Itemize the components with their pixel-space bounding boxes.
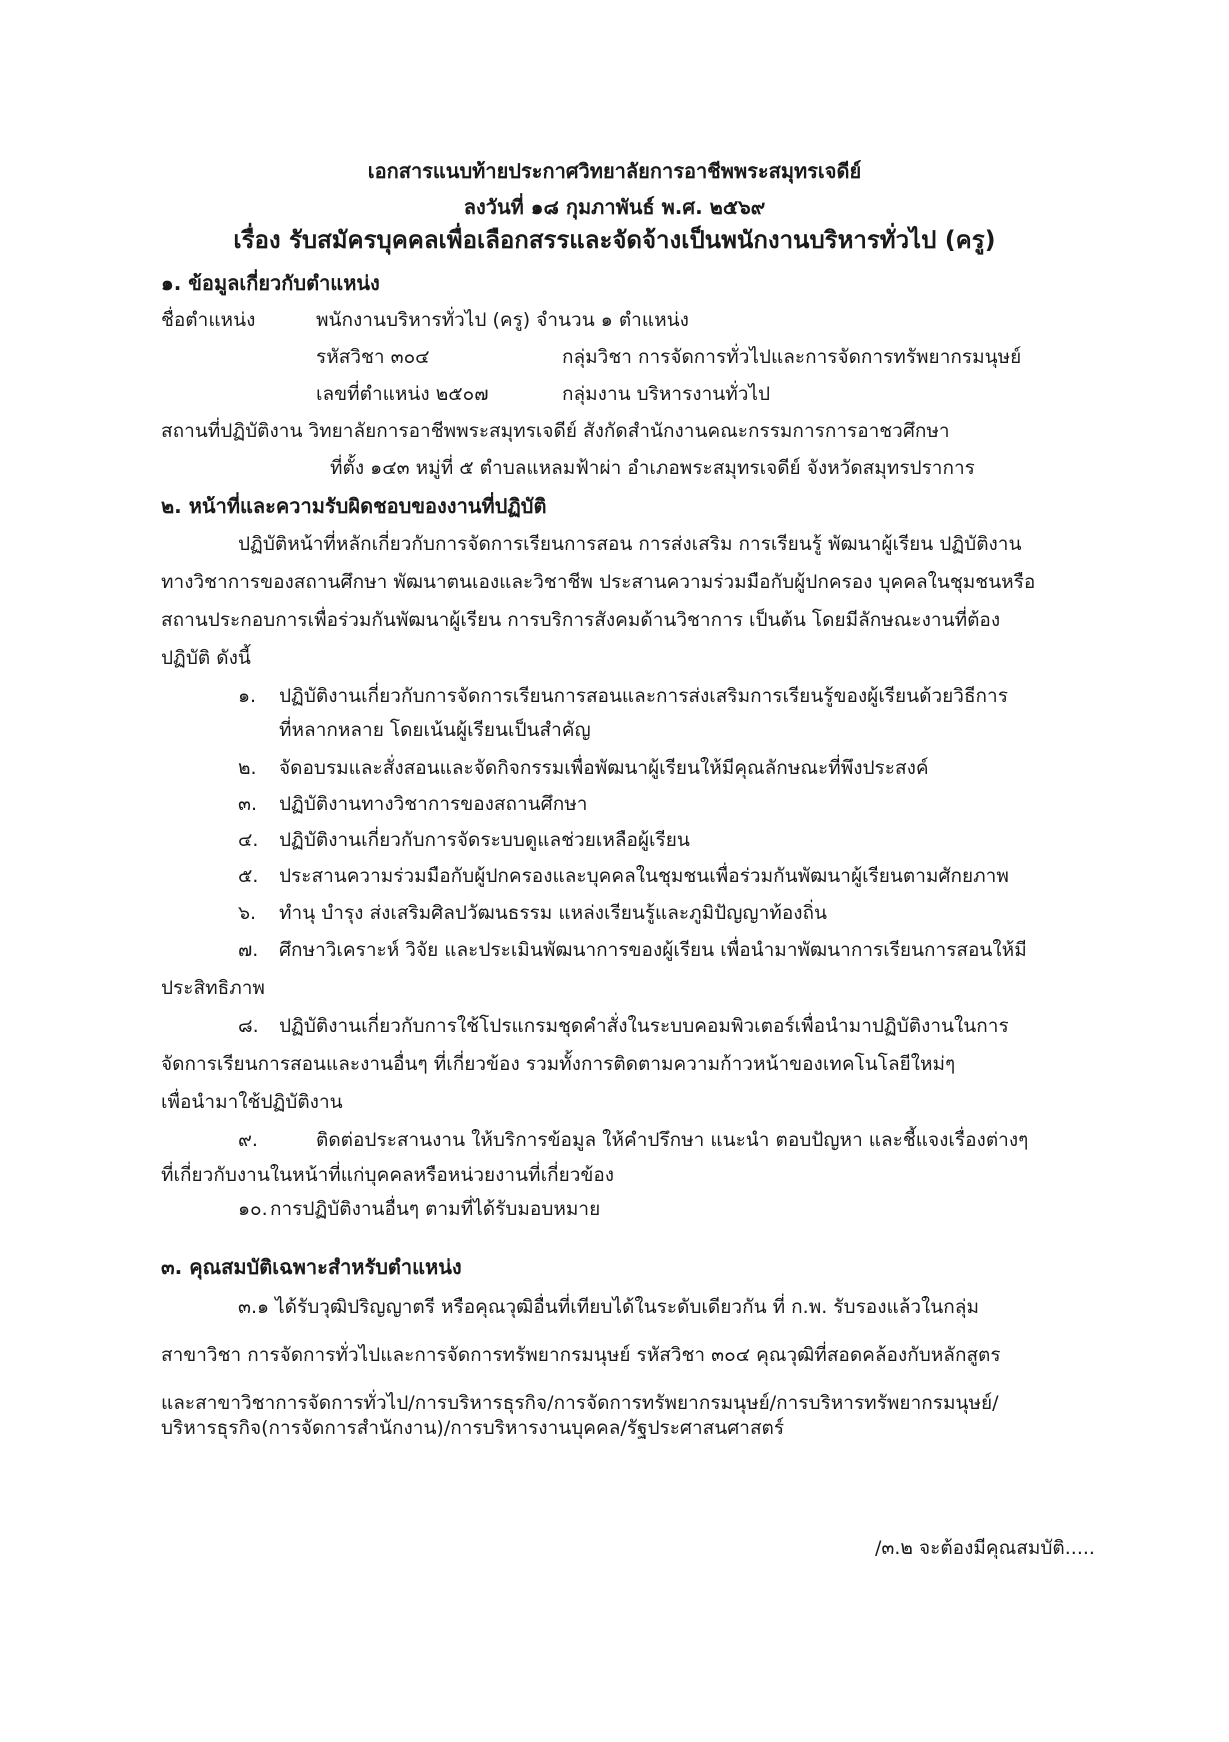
workplace: สถานที่ปฏิบัติงาน วิทยาลัยการอาชีพพระสมุทรเจดีย์ สังกัดสำนักงานคณะกรรมการการอาชวศึกษา [161,420,950,442]
work-group: กลุ่มงาน บริหารงานทั่วไป [562,383,771,405]
subject-group: กลุ่มวิชา การจัดการทั่วไปและการจัดการทรัพยากรมนุษย์ [562,346,1022,368]
item-text: ปฏิบัติงานเกี่ยวกับการจัดการเรียนการสอนและการส่งเสริมการเรียนรู้ของผู้เรียนด้วยวิธีการ [279,685,1008,707]
item-text: ประสานความร่วมมือกับผู้ปกครองและบุคคลในชุมชนเพื่อร่วมกันพัฒนาผู้เรียนตามศักยภาพ [279,865,1009,887]
item-text: ปฏิบัติงานทางวิชาการของสถานศึกษา [279,793,588,815]
qualification-line-4: บริหารธุรกิจ(การจัดการสำนักงาน)/การบริหารงานบุคคล/รัฐประศาสนศาสตร์ [161,1417,785,1439]
item-text: ประสิทธิภาพ [161,977,265,999]
item-text: ศึกษาวิเคราะห์ วิจัย และประเมินพัฒนาการของผู้เรียน เพื่อนำมาพัฒนาการเรียนการสอนให้มี [279,939,1027,961]
subject-code: รหัสวิชา ๓๐๔ [316,346,430,368]
qualification-line-1: ๓.๑ ได้รับวุฒิปริญญาตรี หรือคุณวุฒิอื่นที่เทียบได้ในระดับเดียวกัน ที่ ก.พ. รับรองแล้วในกลุ่ม [238,1296,979,1318]
item-number: ๙. [238,1129,258,1151]
intro-line-1: ปฏิบัติหน้าที่หลักเกี่ยวกับการจัดการเรียนการสอน การส่งเสริม การเรียนรู้ พัฒนาผู้เรียน ปฏิบัติงาน [238,533,1022,555]
workplace-address: ที่ตั้ง ๑๔๓ หมู่ที่ ๕ ตำบลแหลมฟ้าผ่า อำเภอพระสมุทรเจดีย์ จังหวัดสมุทรปราการ [330,457,975,479]
position-number: เลขที่ตำแหน่ง ๒๕๐๗ [316,383,489,405]
item-text: ทำนุ บำรุง ส่งเสริมศิลปวัฒนธรรม แหล่งเรียนรู้และภูมิปัญญาท้องถิ่น [279,902,827,924]
item-text: จัดอบรมและสั่งสอนและจัดกิจกรรมเพื่อพัฒนาผู้เรียนให้มีคุณลักษณะที่พึงประสงค์ [279,757,929,779]
qualification-line-3: และสาขาวิชาการจัดการทั่วไป/การบริหารธุรกิจ/การจัดการทรัพยากรมนุษย์/การบริหารทรัพยากรมนุษย์/ [161,1392,999,1414]
position-label: ชื่อตำแหน่ง [161,309,256,331]
position-value: พนักงานบริหารทั่วไป (ครู) จำนวน ๑ ตำแหน่ง [316,309,689,331]
item-number: ๑. [238,685,257,707]
item-number: ๒. [238,757,257,779]
qualification-line-2: สาขาวิชา การจัดการทั่วไปและการจัดการทรัพยากรมนุษย์ รหัสวิชา ๓๐๔ คุณวุฒิที่สอดคล้องกับหลักสูตร [161,1344,1001,1366]
item-number: ๖. [238,902,257,924]
document-date: ลงวันที่ ๑๘ กุมภาพันธ์ พ.ศ. ๒๕๖๙ [463,195,766,219]
item-number: ๓. [238,793,258,815]
section-3-heading: ๓. คุณสมบัติเฉพาะสำหรับตำแหน่ง [161,1255,462,1279]
item-number: ๗. [238,939,259,961]
item-text: เพื่อนำมาใช้ปฏิบัติงาน [161,1091,343,1113]
continued-note: /๓.๒ จะต้องมีคุณสมบัติ..... [875,1537,1095,1559]
document-title: เอกสารแนบท้ายประกาศวิทยาลัยการอาชีพพระสมุทรเจดีย์ [367,159,862,183]
item-number: ๑๐. [238,1198,268,1220]
intro-line-2: ทางวิชาการของสถานศึกษา พัฒนาตนเองและวิชาชีพ ประสานความร่วมมือกับผู้ปกครอง บุคคลในชุมชนหรือ [161,571,1036,593]
item-text: จัดการเรียนการสอนและงานอื่นๆ ที่เกี่ยวข้อง รวมทั้งการติดตามความก้าวหน้าของเทคโนโลยีใหม่ๆ [161,1053,956,1075]
document-subject: เรื่อง รับสมัครบุคคลเพื่อเลือกสรรและจัดจ้างเป็นพนักงานบริหารทั่วไป (ครู) [233,226,996,254]
item-text: ที่หลากหลาย โดยเน้นผู้เรียนเป็นสำคัญ [279,719,591,741]
item-number: ๘. [238,1015,259,1037]
item-text: ปฏิบัติงานเกี่ยวกับการใช้โปรแกรมชุดคำสั่งในระบบคอมพิวเตอร์เพื่อนำมาปฏิบัติงานในการ [279,1015,1009,1037]
section-2-heading: ๒. หน้าที่และความรับผิดชอบของงานที่ปฏิบัติ [161,494,547,518]
intro-line-3: สถานประกอบการเพื่อร่วมกันพัฒนาผู้เรียน การบริการสังคมด้านวิชาการ เป็นต้น โดยมีลักษณะงานที่ต้อง [161,609,1001,631]
item-text: ปฏิบัติงานเกี่ยวกับการจัดระบบดูแลช่วยเหลือผู้เรียน [279,829,690,851]
item-number: ๕. [238,865,259,887]
item-text: ติดต่อประสานงาน ให้บริการข้อมูล ให้คำปรึกษา แนะนำ ตอบปัญหา และชี้แจงเรื่องต่างๆ [316,1129,1029,1151]
item-text: ที่เกี่ยวกับงานในหน้าที่แก่บุคคลหรือหน่วยงานที่เกี่ยวข้อง [161,1164,615,1186]
item-number: ๔. [238,829,259,851]
item-text: การปฏิบัติงานอื่นๆ ตามที่ได้รับมอบหมาย [270,1198,601,1220]
section-1-heading: ๑. ข้อมูลเกี่ยวกับตำแหน่ง [161,271,380,295]
intro-line-4: ปฏิบัติ ดังนี้ [161,647,251,669]
